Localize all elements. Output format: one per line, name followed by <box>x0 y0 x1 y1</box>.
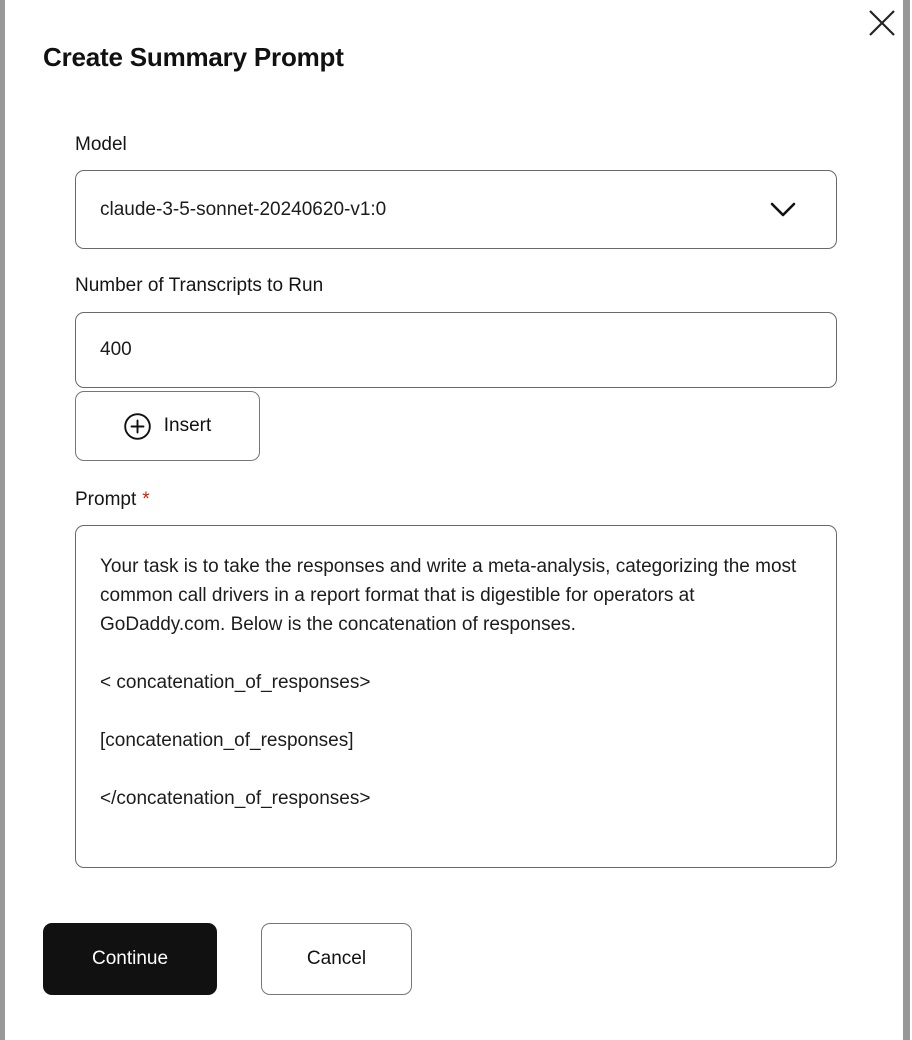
transcripts-label: Number of Transcripts to Run <box>75 275 324 296</box>
model-select-value: claude-3-5-sonnet-20240620-v1:0 <box>100 198 387 220</box>
model-label: Model <box>75 134 127 155</box>
prompt-textarea[interactable] <box>75 525 837 868</box>
cancel-button[interactable]: Cancel <box>261 923 412 995</box>
model-select[interactable] <box>75 170 837 249</box>
continue-button[interactable]: Continue <box>43 923 217 995</box>
insert-button[interactable] <box>75 391 260 461</box>
transcripts-input[interactable] <box>75 312 837 388</box>
close-icon <box>868 9 896 37</box>
page-edge-right <box>903 0 910 1040</box>
chevron-down-icon <box>770 202 796 218</box>
plus-circle-icon <box>124 413 151 440</box>
prompt-label-text: Prompt <box>75 489 137 510</box>
required-asterisk: * <box>142 489 150 510</box>
close-button[interactable] <box>861 2 903 44</box>
create-summary-prompt-dialog <box>5 0 903 1040</box>
prompt-label <box>75 488 150 511</box>
insert-button-label: Insert <box>163 415 212 436</box>
page-title: Create Summary Prompt <box>43 42 344 72</box>
